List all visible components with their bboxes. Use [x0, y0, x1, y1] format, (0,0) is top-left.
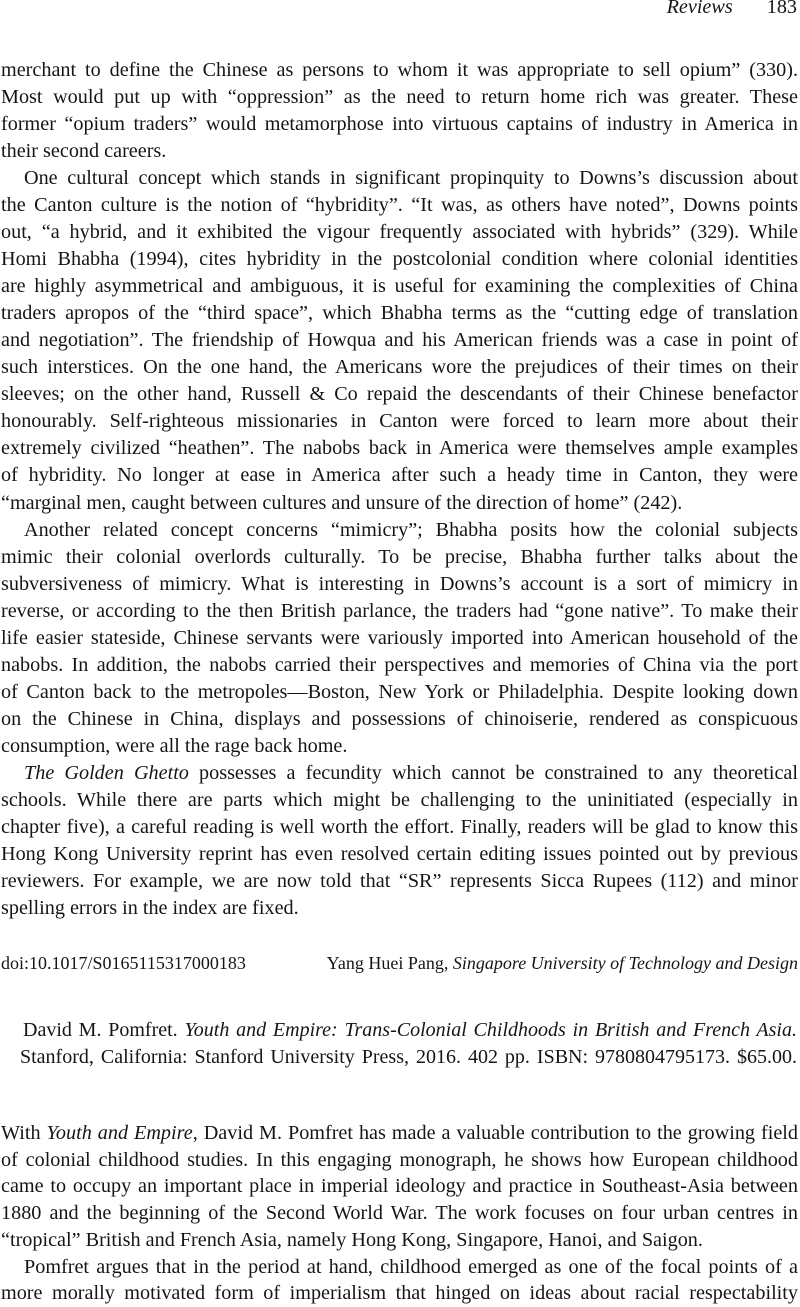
section-title: Reviews [666, 0, 733, 18]
text-line: traders apropos of the “third space”, which Bhabha terms as the “cutting edge of translation [1, 302, 798, 325]
citation-author: David M. Pomfret. [23, 1018, 185, 1041]
text-line: and negotiation”. The friendship of Howqua and his American friends was a case in point of [1, 329, 798, 352]
text-line [1, 760, 798, 787]
reviewer-credit [327, 951, 798, 975]
paragraph [1, 165, 798, 517]
reviewer-name: Yang Huei Pang, [326, 953, 453, 973]
paragraph [1, 1254, 798, 1307]
text-line: came to occupy an important place in imperial ideology and practice in Southeast-Asia between [1, 1175, 798, 1198]
text-line: reverse, or according to the then British parlance, the traders had “gone native”. To make their [1, 599, 798, 622]
text-line: subversiveness of mimicry. What is interesting in Downs’s account is a sort of mimicry in [1, 572, 798, 595]
text-line: schools. While there are parts which might be challenging to the uninitiated (especially in [1, 789, 798, 812]
reviewer-affiliation: Singapore University of Technology and Design [452, 953, 798, 973]
text-line: Most would put up with “oppression” as the need to return home rich was greater. These [1, 85, 798, 108]
paragraph [1, 1120, 798, 1254]
text-line: former “opium traders” would metamorphose into virtuous captains of industry in America in [1, 112, 798, 135]
text-line: nabobs. In addition, the nabobs carried their perspectives and memories of China via the port [1, 653, 798, 676]
text-line: extremely civilized “heathen”. The nabobs back in America were themselves ample examples [1, 437, 798, 460]
text-line: are highly asymmetrical and ambiguous, it is useful for examining the complexities of China [1, 275, 798, 297]
paragraph [1, 760, 798, 922]
review-signoff [1, 951, 798, 975]
text-line: mimic their colonial overlords culturally. To be precise, Bhabha further talks about the [1, 545, 798, 568]
paragraph [1, 57, 798, 165]
review-body-youth-and-empire [1, 1120, 798, 1307]
text-line: reviewers. For example, we are now told that “SR” represents Sicca Rupees (112) and minor [1, 870, 798, 893]
text-segment: possesses a fecundity which cannot be constrained to any theoretical [188, 762, 799, 785]
text-line: on the Chinese in China, displays and possessions of chinoiserie, rendered as conspicuous [1, 708, 798, 730]
running-head [666, 0, 797, 18]
text-line: of Canton back to the metropoles—Boston, New York or Philadelphia. Despite looking down [1, 680, 798, 703]
text-line: of colonial childhood studies. In this engaging monograph, he shows how European childhood [1, 1148, 798, 1171]
text-line: sleeves; on the other hand, Russell & Co repaid the descendants of their Chinese benefactor [1, 383, 798, 406]
text-line: Another related concept concerns “mimicry”; Bhabha posits how the colonial subjects [24, 518, 798, 541]
text-line: chapter five), a careful reading is well worth the effort. Finally, readers will be glad to know this [1, 816, 798, 839]
text-line: merchant to define the Chinese as persons to whom it was appropriate to sell opium” (330). [1, 58, 798, 81]
text-line: out, “a hybrid, and it exhibited the vigour frequently associated with hybrids” (329). While [1, 220, 798, 243]
text-line: such interstices. On the one hand, the Americans wore the prejudices of their times on their [1, 356, 798, 379]
book-title-youth-and-empire: Youth and Empire [46, 1122, 193, 1144]
text-line: Hong Kong University reprint has even resolved certain editing issues pointed out by previous [1, 843, 798, 866]
book-title-golden-ghetto: The Golden Ghetto [24, 762, 189, 785]
citation-title: Youth and Empire: Trans-Colonial Childhoods in British and French Asia. [184, 1018, 797, 1041]
text-segment: With [1, 1122, 47, 1144]
text-line: honourably. Self-righteous missionaries in Canton were forced to learn more about their [1, 410, 798, 433]
text-line: life easier stateside, Chinese servants were variously imported into American household of the [1, 626, 798, 649]
text-line [1, 1120, 798, 1147]
review-body-golden-ghetto [1, 57, 798, 923]
citation-publication: Stanford, California: Stanford University Press, 2016. 402 pp. ISBN: 9780804795173. $65.00. [20, 1045, 797, 1068]
text-line: consumption, were all the rage back home. [1, 735, 348, 758]
text-line: their second careers. [1, 139, 167, 162]
doi-identifier: doi:10.1017/S0165115317000183 [1, 953, 246, 973]
text-line: Homi Bhabha (1994), cites hybridity in the postcolonial condition where colonial identities [1, 247, 798, 270]
text-line: Pomfret argues that in the period at hand, childhood emerged as one of the focal points of a [24, 1255, 798, 1278]
text-line: “marginal men, caught between cultures and unsure of the direction of home” (242). [1, 491, 683, 514]
text-line: “tropical” British and French Asia, namely Hong Kong, Singapore, Hanoi, and Saigon. [1, 1228, 703, 1251]
text-line: spelling errors in the index are fixed. [1, 897, 299, 920]
book-citation [0, 1017, 797, 1071]
text-segment: , David M. Pomfret has made a valuable contribution to the growing field [192, 1122, 798, 1144]
text-line: the Canton culture is the notion of “hybridity”. “It was, as others have noted”, Downs points [1, 193, 798, 216]
citation-line [0, 1017, 797, 1044]
paragraph [1, 517, 798, 761]
text-line: more morally motivated form of imperialism that hinged on ideas about racial respectability [1, 1282, 798, 1305]
text-line: of hybridity. No longer at ease in America after such a heady time in Canton, they were [1, 464, 798, 487]
page-number: 183 [766, 0, 797, 18]
text-line: One cultural concept which stands in significant propinquity to Downs’s discussion about [24, 166, 798, 189]
text-line: 1880 and the beginning of the Second World War. The work focuses on four urban centres in [1, 1202, 798, 1225]
